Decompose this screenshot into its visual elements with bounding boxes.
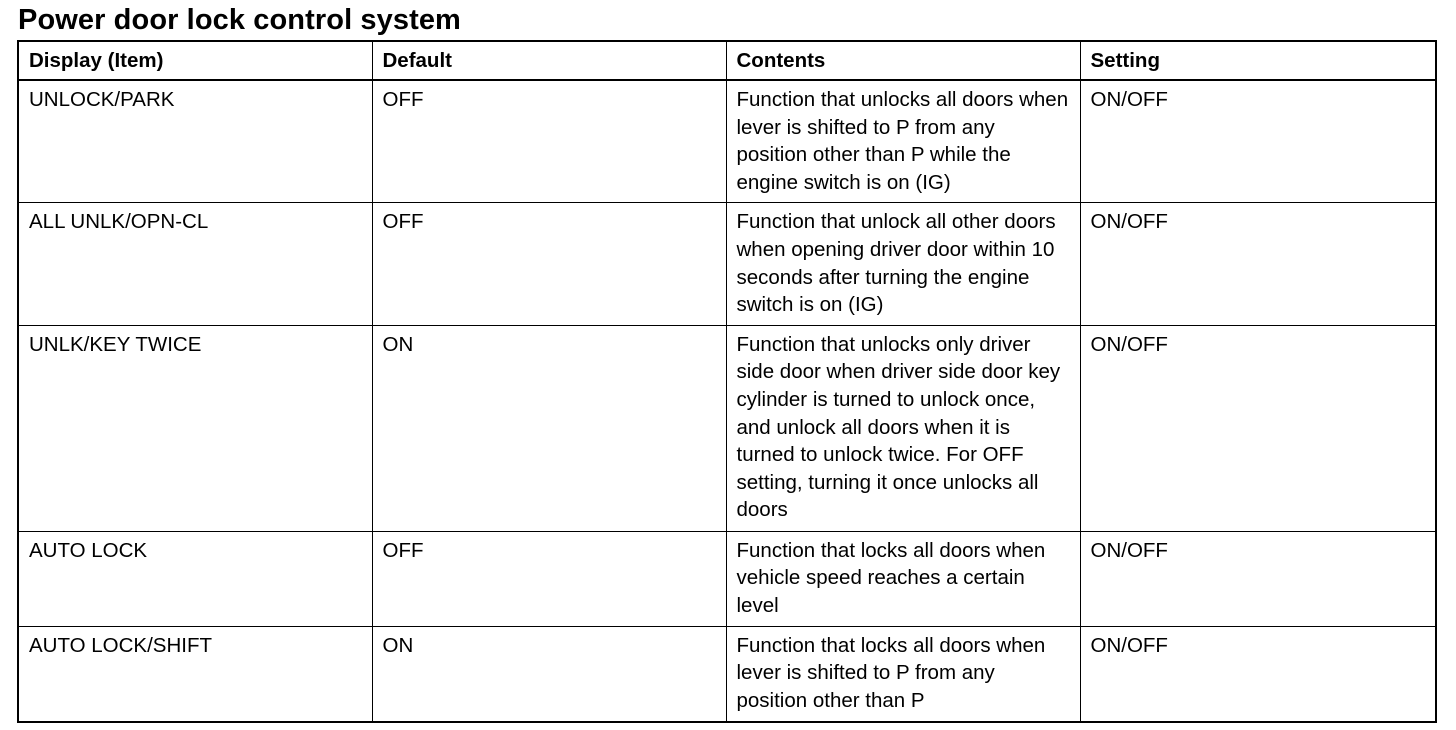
table-row [18, 325, 1436, 531]
cell-contents: Function that locks all doors when vehicle speed reaches a certain level [726, 531, 1080, 626]
column-header-display: Display (Item) [18, 41, 372, 80]
settings-table [17, 40, 1437, 723]
cell-default: ON [372, 626, 726, 721]
table-row [18, 626, 1436, 721]
table-row [18, 531, 1436, 626]
column-header-default: Default [372, 41, 726, 80]
cell-display: UNLOCK/PARK [18, 80, 372, 203]
cell-setting: ON/OFF [1080, 626, 1436, 721]
cell-display: AUTO LOCK/SHIFT [18, 626, 372, 721]
column-header-setting: Setting [1080, 41, 1436, 80]
column-header-contents: Contents [726, 41, 1080, 80]
cell-setting: ON/OFF [1080, 203, 1436, 325]
table-header-row [18, 41, 1436, 80]
cell-display: AUTO LOCK [18, 531, 372, 626]
page-title: Power door lock control system [18, 4, 461, 36]
cell-setting: ON/OFF [1080, 531, 1436, 626]
table-row [18, 203, 1436, 325]
cell-default: ON [372, 325, 726, 531]
cell-contents: Function that unlocks all doors when lever is shifted to P from any position other than P while the engine switch is on (IG) [726, 80, 1080, 203]
cell-contents: Function that unlock all other doors when opening driver door within 10 seconds after turning the engine switch is on (IG) [726, 203, 1080, 325]
cell-display: UNLK/KEY TWICE [18, 325, 372, 531]
cell-setting: ON/OFF [1080, 80, 1436, 203]
cell-contents: Function that locks all doors when lever is shifted to P from any position other than P [726, 626, 1080, 721]
cell-display: ALL UNLK/OPN-CL [18, 203, 372, 325]
cell-contents: Function that unlocks only driver side door when driver side door key cylinder is turned to unlock once, and unlock all doors when it is turned to unlock twice. For OFF setting, turning it once unlocks all doors [726, 325, 1080, 531]
cell-setting: ON/OFF [1080, 325, 1436, 531]
table-row [18, 80, 1436, 203]
cell-default: OFF [372, 80, 726, 203]
cell-default: OFF [372, 203, 726, 325]
cell-default: OFF [372, 531, 726, 626]
